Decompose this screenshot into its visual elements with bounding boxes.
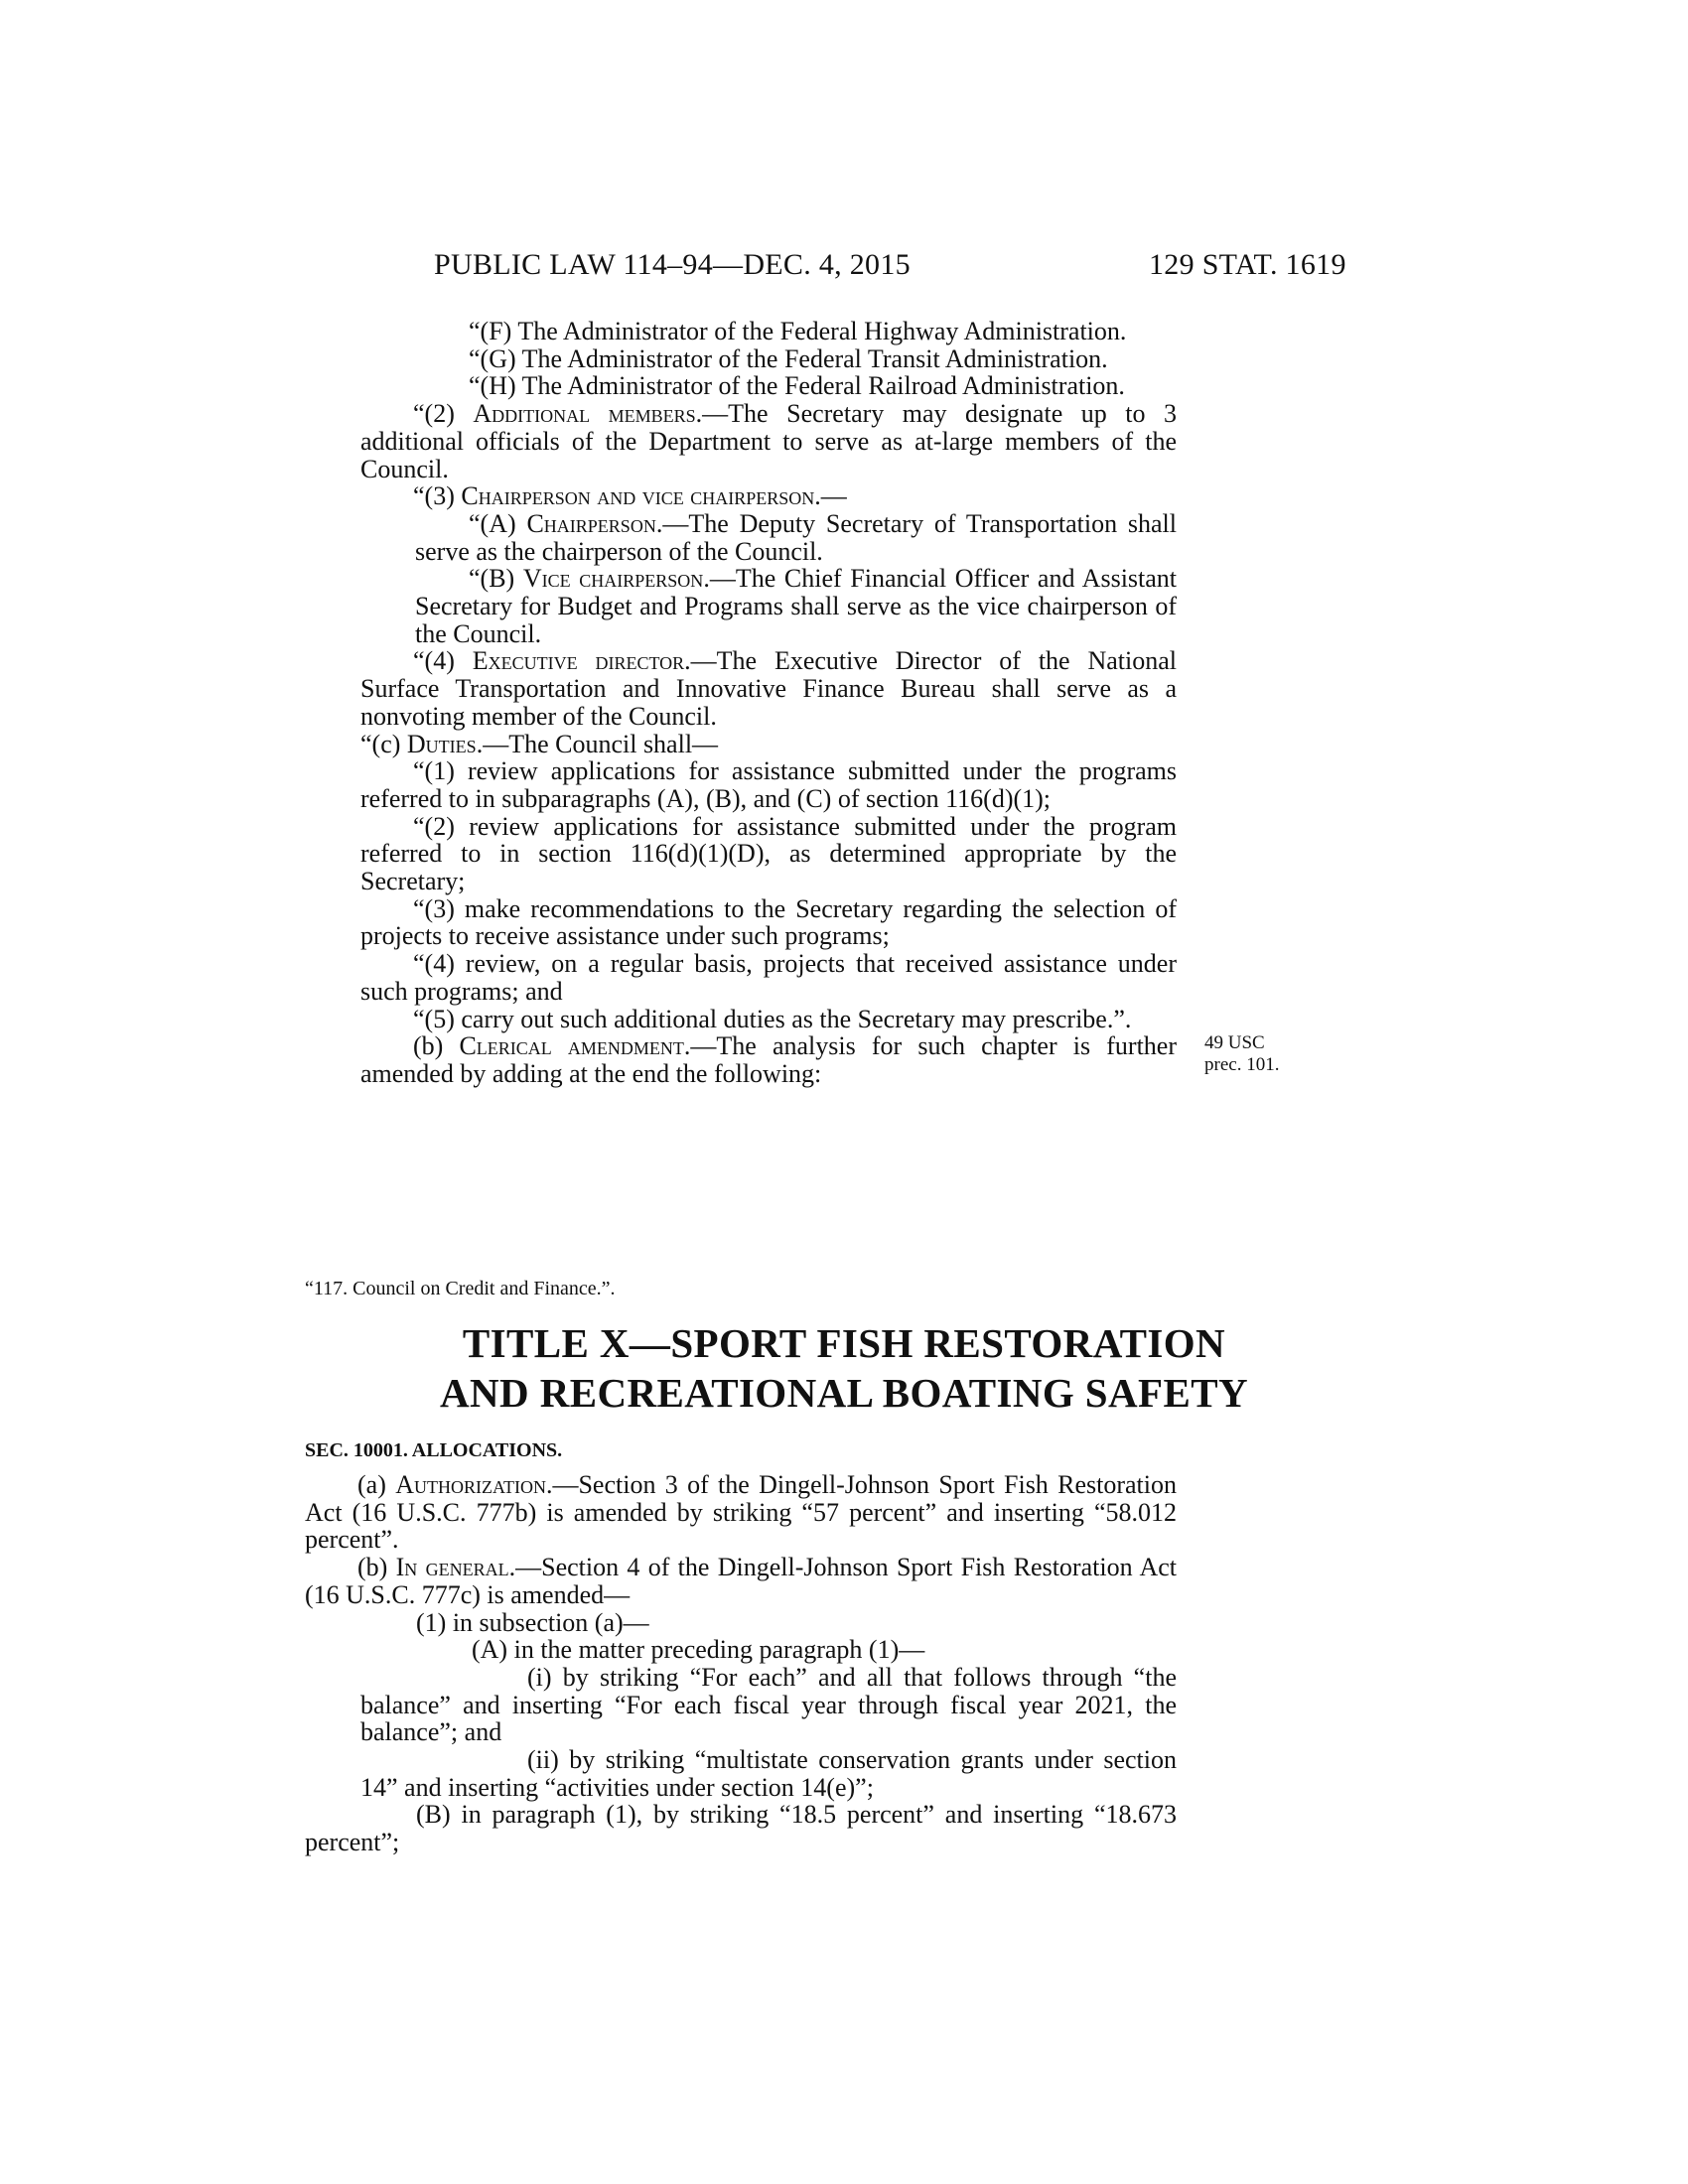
text-vice-chairperson: The Chief Financial Officer and Assistant Secretary for Budget and Programs shall serve as the vice chairperson of the Council. (415, 564, 1178, 648)
text-in-general: Section 4 of the Dingell-Johnson Sport Fish Restoration Act (16 U.S.C. 777c) is amended— (305, 1553, 1177, 1609)
title-line-1: TITLE X—SPORT FISH RESTORATION (462, 1320, 1226, 1366)
heading-authorization: Authorization (395, 1470, 546, 1499)
duty-1: “(1) review applications for assistance submitted under the programs referred to in subparagraphs (A), (B), and (C) of section 116(d)(1); (360, 756, 1177, 813)
paragraph-additional-members: “(2) Additional members.—The Secretary may designate up to 3 additional officials of the Department to serve as at-large members of the Council. (360, 399, 1177, 483)
amendment-1: (1) in subsection (a)— (416, 1607, 649, 1637)
text-duties: The Council shall— (508, 729, 719, 758)
paragraph-vice-chairperson: “(B) Vice chairperson.—The Chief Financial Officer and Assistant Secretary for Budget and Programs shall serve as the vice chairperson of the Council. (415, 564, 1178, 648)
heading-clerical-amendment: Clerical amendment (459, 1031, 684, 1061)
text-chairperson: The Deputy Secretary of Transportation shall serve as the chairperson of the Council. (415, 508, 1177, 566)
margin-note (1204, 1032, 1324, 1076)
duty-4: “(4) review, on a regular basis, projects that received assistance under such programs; and (360, 949, 1177, 1006)
title-heading (0, 1318, 1688, 1418)
table-of-contents-entry: “117. Council on Credit and Finance.”. (305, 1278, 616, 1299)
member-f: “(F) The Administrator of the Federal Highway Administration. (469, 317, 1127, 345)
text-additional-members: The Secretary may designate up to 3 additional officials of the Department to serve as at-large members of the Council. (360, 399, 1177, 483)
text-authorization: Section 3 of the Dingell-Johnson Sport Fish Restoration Act (16 U.S.C. 777b) is amended by striking “57 percent” and inserting “58.012 percent”. (305, 1470, 1177, 1555)
statute-page-number: 129 STAT. 1619 (1149, 248, 1346, 281)
subsection-in-general: (b) In general.—Section 4 of the Dingell-Johnson Sport Fish Restoration Act (16 U.S.C. 777c) is amended— (305, 1553, 1177, 1609)
amendment-1-a: (A) in the matter preceding paragraph (1)— (472, 1635, 925, 1665)
clerical-amendment-block (360, 1031, 1280, 1088)
duty-2: “(2) review applications for assistance submitted under the program referred to in section 116(d)(1)(D), as determined appropriate by the Secretary; (360, 811, 1177, 896)
heading-in-general: In general (395, 1553, 509, 1582)
margin-note-line-2: prec. 101. (1204, 1054, 1280, 1076)
paragraph-chairperson: “(A) Chairperson.—The Deputy Secretary of Transportation shall serve as the chairperson of the Council. (415, 508, 1177, 566)
title-line-2: AND RECREATIONAL BOATING SAFETY (440, 1370, 1248, 1416)
duty-5: “(5) carry out such additional duties as the Secretary may prescribe.”. (413, 1004, 1132, 1033)
paragraph-clerical-amendment: (b) Clerical amendment.—The analysis for such chapter is further amended by adding at the end the following: (360, 1031, 1177, 1088)
heading-chairperson: Chairperson (526, 508, 656, 538)
subsection-duties: “(c) Duties.—The Council shall— (360, 729, 719, 758)
subsection-authorization: (a) Authorization.—Section 3 of the Dingell-Johnson Sport Fish Restoration Act (16 U.S.C. 777b) is amended by striking “57 percent” and inserting “58.012 percent”. (305, 1470, 1177, 1555)
text-clerical-amendment: The analysis for such chapter is further amended by adding at the end the following: (360, 1031, 1177, 1088)
amendment-1-b: (B) in paragraph (1), by striking “18.5 percent” and inserting “18.673 percent”; (305, 1800, 1177, 1857)
heading-duties: Duties (406, 729, 477, 758)
member-h: “(H) The Administrator of the Federal Railroad Administration. (469, 371, 1125, 401)
heading-executive-director: Executive director (472, 646, 685, 676)
paragraph-executive-director: “(4) Executive director.—The Executive Director of the National Surface Transportation and Innovative Finance Bureau shall serve as a nonvoting member of the Council. (360, 646, 1177, 731)
heading-additional-members: Additional members (473, 399, 696, 429)
margin-note-line-1: 49 USC (1204, 1032, 1265, 1054)
section-body (305, 1471, 1177, 1856)
heading-vice-chairperson: Vice chairperson (522, 564, 704, 594)
text-executive-director: The Executive Director of the National Surface Transportation and Innovative Finance Bureau shall serve as a nonvoting member of the Council. (360, 646, 1177, 731)
amendment-1-a-i: (i) by striking “For each” and all that follows through “the balance” and inserting “For each fiscal year through fiscal year 2021, the balance”; and (360, 1662, 1177, 1747)
council-provisions (360, 317, 1280, 1088)
public-law-citation: PUBLIC LAW 114–94—DEC. 4, 2015 (434, 248, 911, 281)
duty-3: “(3) make recommendations to the Secretary regarding the selection of projects to receive assistance under such programs; (360, 893, 1177, 951)
section-heading: SEC. 10001. ALLOCATIONS. (305, 1439, 563, 1461)
paragraph-chairperson-vice: “(3) Chairperson and vice chairperson.— (413, 481, 847, 511)
amendment-1-a-ii: (ii) by striking “multistate conservation grants under section 14” and inserting “activities under section 14(e)”; (360, 1745, 1177, 1802)
page-header (0, 248, 1688, 288)
heading-chairperson-vice: Chairperson and vice chairperson (461, 481, 815, 511)
member-g: “(G) The Administrator of the Federal Transit Administration. (469, 343, 1108, 373)
